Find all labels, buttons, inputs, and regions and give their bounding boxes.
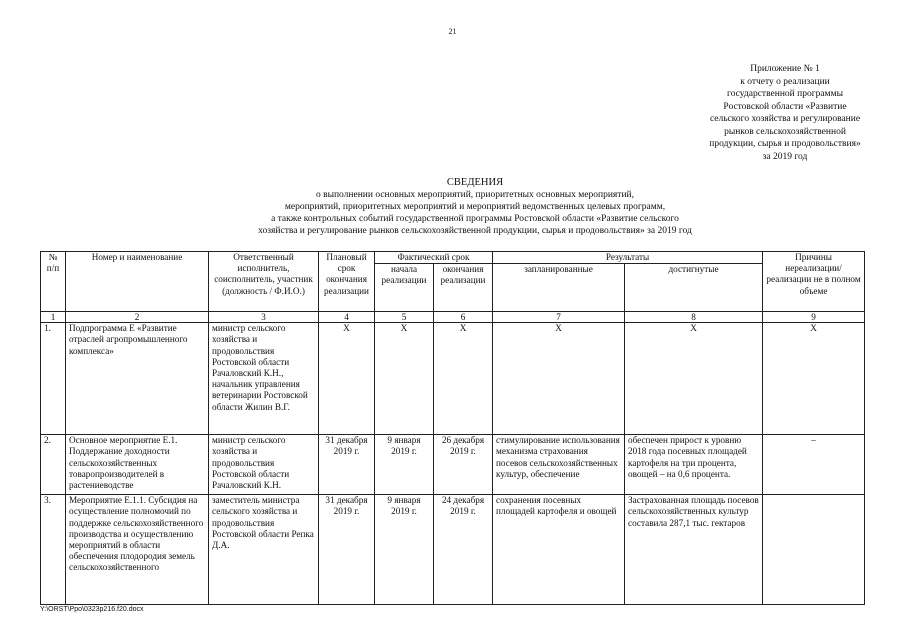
row-achieved-results: Х <box>625 323 763 435</box>
header-name: Номер и наименование <box>66 252 209 312</box>
table-row <box>41 323 865 435</box>
column-number: 5 <box>375 312 434 323</box>
row-planned-results: Х <box>493 323 625 435</box>
row-actual-end: 26 декабря 2019 г. <box>434 435 493 495</box>
file-path-footer: Y:\ORST\Ppo\0323p216.f20.docx <box>40 606 144 613</box>
row-actual-end: Х <box>434 323 493 435</box>
header-achieved-results: достигнутые <box>625 264 763 312</box>
header-planned-results: запланированные <box>493 264 625 312</box>
column-number: 8 <box>625 312 763 323</box>
column-number: 7 <box>493 312 625 323</box>
row-num: 2. <box>41 435 66 495</box>
row-actual-end: 24 декабря 2019 г. <box>434 495 493 605</box>
column-number-row <box>41 312 865 323</box>
row-reasons <box>763 495 865 605</box>
row-planned-results: сохранения посевных площадей картофеля и овощей <box>493 495 625 605</box>
row-name: Мероприятие Е.1.1. Субсидия на осуществление полномочий по поддержке сельскохозяйственного производства и осуществлению мероприятий в области обеспечения плодородия земель сельскохозяйственного <box>66 495 209 605</box>
row-name: Основное мероприятие Е.1. Поддержание доходности сельскохозяйственных товаропроизводителей в растениеводстве <box>66 435 209 495</box>
document-title <box>160 177 790 237</box>
table-row <box>41 495 865 605</box>
column-number: 1 <box>41 312 66 323</box>
header-executor: Ответственный исполнитель, соисполнитель, участник (должность / Ф.И.О.) <box>209 252 319 312</box>
row-planned-results: стимулирование использования механизма страхования посевов сельскохозяйственных культур, обеспечение <box>493 435 625 495</box>
row-planned-end: 31 декабря 2019 г. <box>319 495 375 605</box>
row-actual-start: Х <box>375 323 434 435</box>
table-row <box>41 435 865 495</box>
row-reasons: Х <box>763 323 865 435</box>
header-results: Результаты <box>493 252 763 264</box>
row-num: 1. <box>41 323 66 435</box>
header-reasons: Причины нереализации/ реализации не в полном объеме <box>763 252 865 312</box>
appendix-line: к отчету о реализации <box>740 76 830 87</box>
row-reasons: – <box>763 435 865 495</box>
header-num: № п/п <box>41 252 66 312</box>
title-heading: СВЕДЕНИЯ <box>446 177 504 188</box>
appendix-line: за 2019 год <box>762 151 808 162</box>
row-name: Подпрограмма Е «Развитие отраслей агропромышленного комплекса» <box>66 323 209 435</box>
row-executor: заместитель министра сельского хозяйства и продовольствия Ростовской области Репка Д.А. <box>209 495 319 605</box>
header-planned-end: Плановый срок окончания реализации <box>319 252 375 312</box>
row-actual-start: 9 января 2019 г. <box>375 435 434 495</box>
column-number: 4 <box>319 312 375 323</box>
row-achieved-results: Застрахованная площадь посевов сельскохозяйственных культур составила 287,1 тыс. гектаров <box>625 495 763 605</box>
header-actual-start: начала реализации <box>375 264 434 312</box>
report-table <box>40 251 865 605</box>
appendix-note <box>660 63 905 163</box>
row-planned-end: 31 декабря 2019 г. <box>319 435 375 495</box>
title-line: о выполнении основных мероприятий, приоритетных основных мероприятий, <box>315 190 634 200</box>
appendix-line: государственной программы <box>727 89 843 99</box>
column-number: 2 <box>66 312 209 323</box>
title-line: мероприятий, приоритетных мероприятий и мероприятий ведомственных целевых программ, <box>284 202 666 212</box>
appendix-line: продукции, сырья и продовольствия» <box>709 139 861 149</box>
appendix-line: Приложение № 1 <box>750 64 820 74</box>
row-achieved-results: обеспечен прирост к уровню 2018 года посевных площадей картофеля на три процента, овощей – на 0,6 процента. <box>625 435 763 495</box>
column-number: 9 <box>763 312 865 323</box>
column-number: 6 <box>434 312 493 323</box>
page-number: 21 <box>448 27 457 36</box>
appendix-line: Ростовской области «Развитие <box>723 101 847 112</box>
title-line: хозяйства и регулирование рынков сельскохозяйственной продукции, сырья и продовольствия» за 2019 год <box>258 226 692 236</box>
appendix-line: рынков сельскохозяйственной <box>724 126 846 137</box>
row-executor: министр сельского хозяйства и продовольствия Ростовской области Рачаловский К.Н., начальник управления ветеринарии Ростовской области Жилин В.Г. <box>209 323 319 435</box>
column-number: 3 <box>209 312 319 323</box>
appendix-line: сельского хозяйства и регулирование <box>709 114 861 124</box>
title-line: а также контрольных событий государственной программы Ростовской области «Развитие сельского <box>271 214 679 224</box>
row-num: 3. <box>41 495 66 605</box>
row-planned-end: Х <box>319 323 375 435</box>
row-actual-start: 9 января 2019 г. <box>375 495 434 605</box>
header-actual-end: окончания реализации <box>434 264 493 312</box>
header-actual-term: Фактический срок <box>375 252 493 264</box>
row-executor: министр сельского хозяйства и продовольствия Ростовской области Рачаловский К.Н. <box>209 435 319 495</box>
